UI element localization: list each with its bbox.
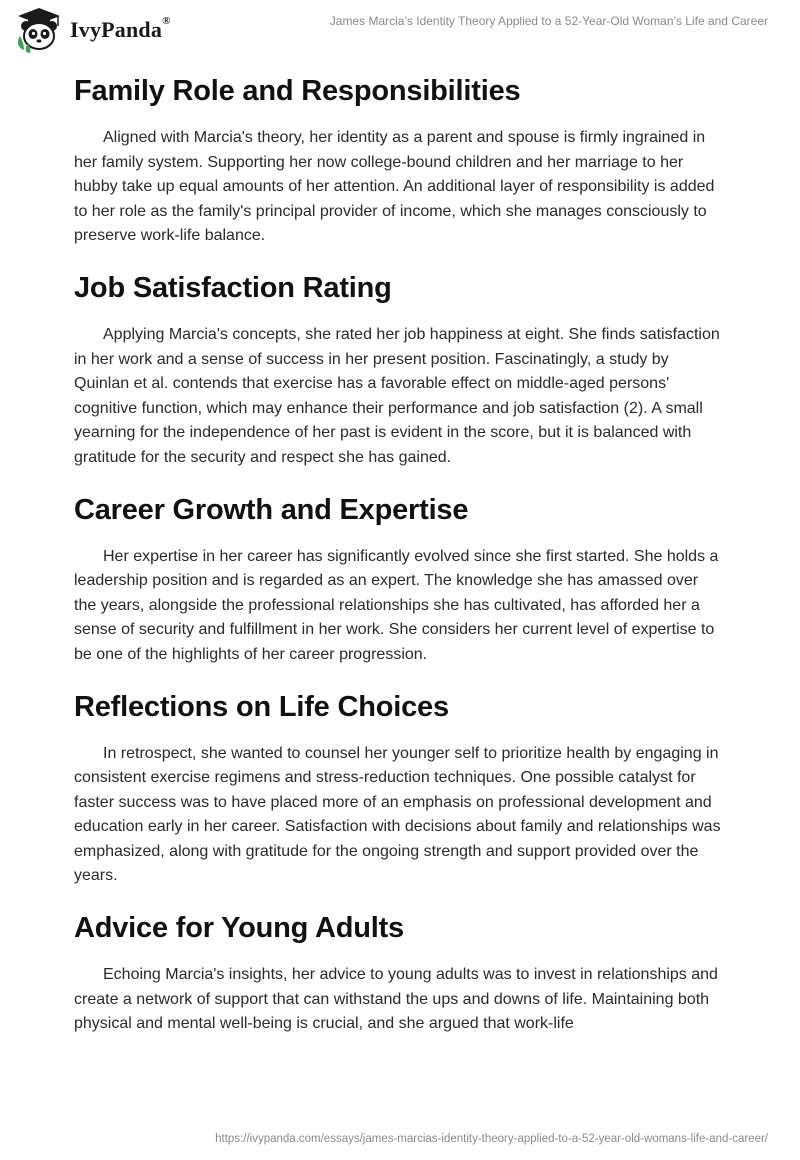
section-paragraph: In retrospect, she wanted to counsel her younger self to prioritize health by engaging in consistent exercise regimens and stress-reduction techniques. One possible catalyst for faster success was to have placed more of an emphasis on professional development and education early in her career. Satisfaction with decisions about family and relationships was emphasized, along with gratitude for the ongoing strength and support provided over the years. bbox=[74, 744, 721, 885]
essay-content bbox=[74, 72, 724, 1037]
source-url-link[interactable]: https://ivypanda.com/essays/james-marcias-identity-theory-applied-to-a-52-year-old-womans-life-and-career/ bbox=[215, 1133, 768, 1145]
section-paragraph: Applying Marcia's concepts, she rated her job happiness at eight. She finds satisfaction in her work and a sense of success in her present position. Fascinatingly, a study by Quinlan et al. contends that exercise has a favorable effect on middle-aged persons' cognitive function, which may enhance their performance and job satisfaction (2). A small yearning for the independence of her past is evident in the score, but it is balanced with gratitude for the security and respect she has gained. bbox=[74, 325, 720, 466]
section-heading: Reflections on Life Choices bbox=[74, 690, 449, 723]
section-advice bbox=[74, 909, 724, 1037]
section-paragraph: Aligned with Marcia's theory, her identity as a parent and spouse is firmly ingrained in her family system. Supporting her now college-bound children and her marriage to her hubby take up equal amounts of her attention. An additional layer of responsibility is added to her role as the family's principal provider of income, which she manages consciously to preserve work-life balance. bbox=[74, 129, 715, 245]
section-life-choices bbox=[74, 688, 724, 890]
panda-logo-icon bbox=[14, 6, 64, 54]
page-header bbox=[0, 0, 800, 60]
brand-name: IvyPanda® bbox=[70, 15, 171, 42]
section-heading: Advice for Young Adults bbox=[74, 912, 404, 945]
section-family-role bbox=[74, 72, 724, 249]
section-paragraph: Echoing Marcia's insights, her advice to young adults was to invest in relationships and create a network of support that can withstand the ups and downs of life. Maintaining both physical and mental well-being is crucial, and she argued that work-life bbox=[74, 966, 718, 1033]
section-paragraph: Her expertise in her career has significantly evolved since she first started. She holds a leadership position and is regarded as an expert. The knowledge she has amassed over the years, alongside the professional relationships she has cultivated, has afforded her a sense of security and fulfillment in her work. She considers her current level of expertise to be one of the highlights of her career progression. bbox=[74, 547, 719, 663]
ivypanda-logo[interactable] bbox=[14, 6, 171, 54]
section-heading: Career Growth and Expertise bbox=[74, 493, 469, 526]
section-heading: Family Role and Responsibilities bbox=[74, 75, 521, 107]
registered-mark: ® bbox=[162, 15, 171, 27]
section-heading: Job Satisfaction Rating bbox=[74, 271, 392, 304]
document-title: James Marcia’s Identity Theory Applied to a 52-Year-Old Woman’s Life and Career bbox=[329, 14, 768, 28]
section-career-growth bbox=[74, 491, 724, 668]
section-job-satisfaction bbox=[74, 269, 724, 471]
